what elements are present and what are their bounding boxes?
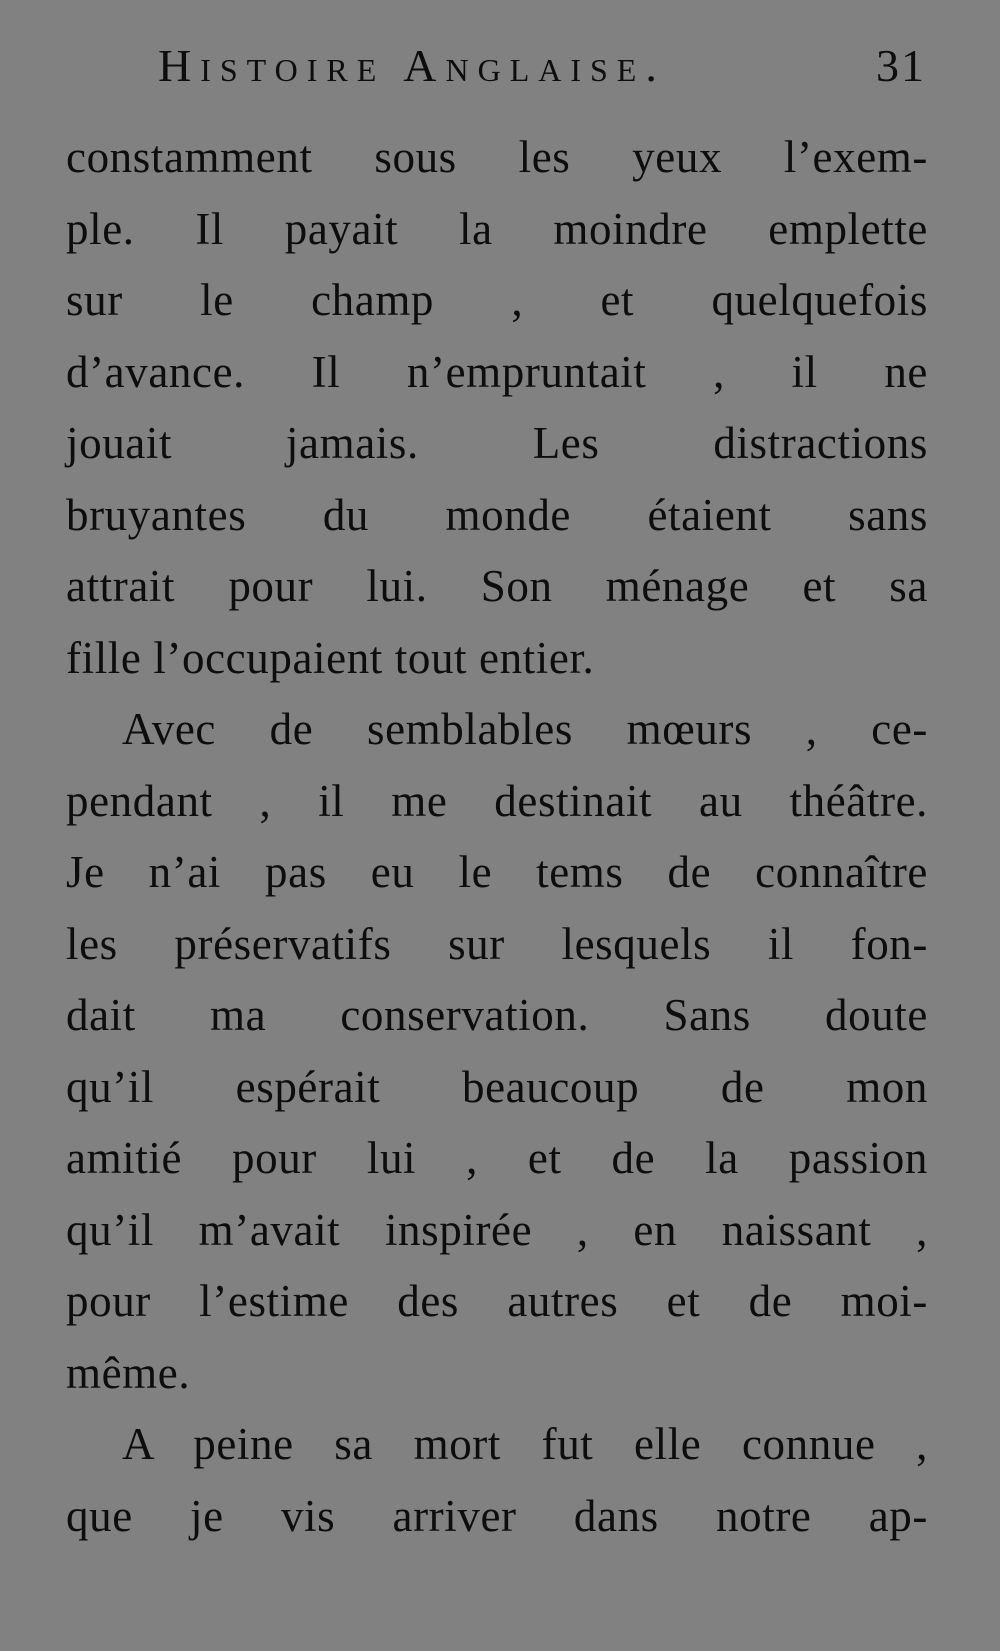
text-line: les préservatifs sur lesquels il fon- — [66, 918, 928, 969]
running-title: Histoire Anglaise. — [158, 40, 666, 91]
text-line: A peine sa mort fut elle connue , — [122, 1419, 928, 1469]
text-line: qu’il m’avait inspirée , en naissant , — [66, 1204, 928, 1255]
page-number: 31 — [876, 40, 926, 91]
text-line: amitié pour lui , et de la passion — [66, 1133, 928, 1183]
text-line: Avec de semblables mœurs , ce- — [122, 704, 928, 754]
body-text — [66, 122, 928, 1552]
text-line: dait ma conservation. Sans doute — [66, 990, 928, 1040]
text-line: attrait pour lui. Son ménage et sa — [66, 561, 928, 611]
text-line: Je n’ai pas eu le tems de connaître — [66, 847, 928, 897]
text-line: constamment sous les yeux l’exem- — [66, 132, 928, 182]
text-line: ple. Il payait la moindre emplette — [66, 203, 928, 254]
text-line: pendant , il me destinait au théâtre. — [66, 775, 928, 826]
text-line: qu’il espérait beaucoup de mon — [66, 1061, 928, 1112]
running-header — [158, 36, 928, 96]
text-line: que je vis arriver dans notre ap- — [66, 1490, 928, 1541]
text-line: pour l’estime des autres et de moi- — [66, 1276, 928, 1326]
text-line: fille l’occupaient tout entier. — [66, 632, 595, 683]
text-line: sur le champ , et quelquefois — [66, 275, 928, 325]
text-line: d’avance. Il n’empruntait , il ne — [66, 346, 928, 397]
text-line: jouait jamais. Les distractions — [66, 418, 928, 468]
text-line: même. — [66, 1347, 191, 1398]
text-line: bruyantes du monde étaient sans — [66, 489, 928, 540]
